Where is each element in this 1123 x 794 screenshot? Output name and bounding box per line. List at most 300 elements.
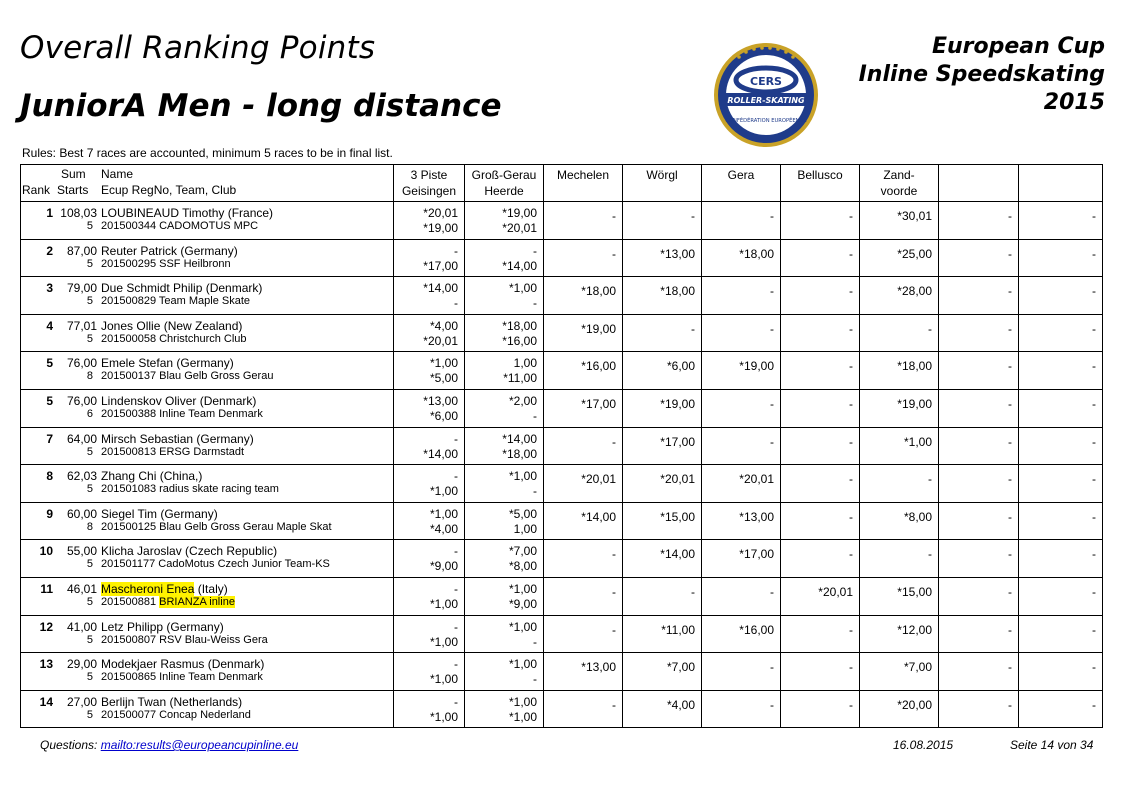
race-points: - <box>1092 321 1096 336</box>
race-points: *19,00 <box>897 396 932 411</box>
race-points: - <box>612 697 616 712</box>
race-points: *20,01 <box>660 472 695 487</box>
race-points-cell <box>394 577 465 615</box>
race-points: *5,00 <box>429 371 458 386</box>
race-points: - <box>770 660 774 675</box>
ranking-body <box>21 202 1103 728</box>
table-row <box>21 389 1103 427</box>
athlete-name: Zhang Chi (China,) <box>101 469 203 484</box>
race-points-cell <box>702 352 781 390</box>
race-points: *19,00 <box>739 359 774 374</box>
race-points-cell <box>860 277 939 315</box>
sum-points: 79,00 <box>66 281 97 296</box>
race-points-cell <box>623 465 702 503</box>
race-points: - <box>612 246 616 261</box>
race-points-cell <box>781 239 860 277</box>
race-points: - <box>1092 697 1096 712</box>
race-points: - <box>1092 584 1096 599</box>
race-points-cell <box>860 690 939 728</box>
race-points-cell <box>394 615 465 653</box>
race-points: *6,00 <box>429 408 458 423</box>
race-points-cell <box>544 202 623 240</box>
athlete-name: Lindenskov Oliver (Denmark) <box>101 393 257 408</box>
category-title: JuniorA Men - long distance <box>20 88 502 124</box>
race-header <box>1019 165 1103 202</box>
sum-points: 76,00 <box>66 356 97 371</box>
race-points: - <box>533 296 537 311</box>
race-points-cell <box>394 690 465 728</box>
table-row <box>21 239 1103 277</box>
race-points-cell <box>860 202 939 240</box>
race-points-cell <box>939 465 1019 503</box>
race-points: - <box>1092 246 1096 261</box>
race-points: *14,00 <box>660 547 695 562</box>
race-points-cell <box>939 577 1019 615</box>
rank: 9 <box>46 506 53 521</box>
race-points: - <box>1092 660 1096 675</box>
table-row <box>21 577 1103 615</box>
race-points-cell <box>465 352 544 390</box>
starts-count: 5 <box>86 595 93 608</box>
rank: 10 <box>39 544 53 559</box>
race-points-cell <box>781 352 860 390</box>
athlete-club: 201500865 Inline Team Denmark <box>101 671 263 684</box>
race-points: - <box>849 359 853 374</box>
race-points: - <box>849 622 853 637</box>
race-points: - <box>1008 509 1012 524</box>
race-points-cell <box>465 314 544 352</box>
race-points-cell <box>939 314 1019 352</box>
table-row <box>21 465 1103 503</box>
race-points: - <box>849 209 853 223</box>
race-points-cell <box>394 427 465 465</box>
race-points: *1,00 <box>508 694 537 709</box>
race-points-cell <box>394 465 465 503</box>
race-points-cell <box>860 352 939 390</box>
race-points-cell <box>860 540 939 578</box>
race-points: *4,00 <box>429 521 458 536</box>
starts-count: 5 <box>86 633 93 646</box>
race-points: *1,00 <box>429 596 458 611</box>
sum-points: 29,00 <box>66 657 97 672</box>
race-points: *18,00 <box>502 318 537 333</box>
header-info-cell <box>21 165 394 202</box>
table-header-row <box>21 165 1103 202</box>
race-points: - <box>849 660 853 675</box>
race-points: *9,00 <box>508 596 537 611</box>
athlete-club: 201500137 Blau Gelb Gross Gerau <box>101 370 274 383</box>
race-header: Zand- voorde <box>860 165 939 202</box>
race-points-cell <box>781 502 860 540</box>
cers-logo <box>711 40 821 150</box>
race-points: - <box>1008 622 1012 637</box>
race-points-cell <box>465 389 544 427</box>
race-points-cell <box>394 502 465 540</box>
race-points: *15,00 <box>897 584 932 599</box>
race-points-cell <box>702 540 781 578</box>
starts-count: 5 <box>86 483 93 496</box>
race-points: - <box>1008 359 1012 374</box>
race-points: *18,00 <box>581 284 616 299</box>
race-points-cell <box>544 615 623 653</box>
race-points-cell <box>1019 389 1103 427</box>
race-points-cell <box>702 577 781 615</box>
race-points-cell <box>544 389 623 427</box>
race-points-cell <box>623 427 702 465</box>
race-points: - <box>454 657 458 672</box>
race-points: - <box>770 434 774 449</box>
race-points-cell <box>781 540 860 578</box>
race-points: *4,00 <box>666 697 695 712</box>
starts-count: 8 <box>86 370 93 383</box>
race-points: - <box>770 284 774 299</box>
race-points-cell <box>939 239 1019 277</box>
race-points: *20,01 <box>423 333 458 348</box>
race-points-cell <box>860 502 939 540</box>
starts-count: 5 <box>86 257 93 270</box>
race-points: - <box>849 321 853 336</box>
rank: 7 <box>46 431 53 446</box>
race-points-cell <box>544 277 623 315</box>
sum-points: 76,00 <box>66 393 97 408</box>
race-points-cell <box>702 427 781 465</box>
race-points-cell <box>1019 239 1103 277</box>
race-points: *13,00 <box>739 509 774 524</box>
race-points: *13,00 <box>581 660 616 675</box>
race-points: *20,01 <box>581 472 616 487</box>
race-points-cell <box>394 540 465 578</box>
race-points: - <box>1008 660 1012 675</box>
race-points: - <box>691 209 695 223</box>
race-points: *20,01 <box>818 584 853 599</box>
table-row <box>21 690 1103 728</box>
race-points: *8,00 <box>508 559 537 574</box>
race-points: - <box>928 472 932 487</box>
race-points: *1,00 <box>508 709 537 724</box>
header-ecup: Ecup RegNo, Team, Club <box>101 183 237 197</box>
results-email-link[interactable]: mailto:results@europeancupinline.eu <box>100 738 299 752</box>
athlete-club: 201500829 Team Maple Skate <box>101 295 251 308</box>
race-points-cell <box>1019 540 1103 578</box>
athlete-name: Jones Ollie (New Zealand) <box>101 318 243 333</box>
race-points-cell <box>1019 577 1103 615</box>
race-points: *1,00 <box>508 657 537 672</box>
table-row <box>21 277 1103 315</box>
athlete-name: Klicha Jaroslav (Czech Republic) <box>101 544 278 559</box>
race-points-cell <box>702 690 781 728</box>
race-points: - <box>612 622 616 637</box>
athlete-club: 201500813 ERSG Darmstadt <box>101 445 245 458</box>
athlete-name: Mascheroni Enea (Italy) <box>101 581 228 596</box>
race-points: - <box>1008 434 1012 449</box>
race-points: *2,00 <box>508 393 537 408</box>
race-points: *5,00 <box>508 506 537 521</box>
race-points: *20,01 <box>739 472 774 487</box>
race-points: - <box>849 697 853 712</box>
race-points: - <box>1092 284 1096 299</box>
race-header: Mechelen <box>544 165 623 202</box>
race-points: - <box>1008 584 1012 599</box>
rank: 4 <box>46 318 53 333</box>
race-points: - <box>849 396 853 411</box>
race-points: - <box>1008 209 1012 223</box>
race-points: - <box>454 469 458 484</box>
rank: 2 <box>46 243 53 258</box>
race-points-cell <box>394 239 465 277</box>
sum-points: 55,00 <box>66 544 97 559</box>
race-points: - <box>612 584 616 599</box>
table-row <box>21 352 1103 390</box>
race-points-cell <box>860 427 939 465</box>
race-points-cell <box>1019 277 1103 315</box>
event-title-line3: 2015 <box>1043 90 1105 115</box>
race-points: *7,00 <box>666 660 695 675</box>
race-points-cell <box>623 389 702 427</box>
race-points: *9,00 <box>429 559 458 574</box>
race-points: - <box>770 321 774 336</box>
footer-date: 16.08.2015 <box>893 738 954 752</box>
race-points: - <box>612 209 616 223</box>
sum-points: 27,00 <box>66 694 97 709</box>
footer-questions <box>40 738 298 752</box>
rank: 5 <box>46 393 53 408</box>
race-points: - <box>1008 284 1012 299</box>
race-points-cell <box>781 389 860 427</box>
race-points: *19,00 <box>502 206 537 220</box>
race-points: *1,00 <box>429 506 458 521</box>
race-points: - <box>1092 359 1096 374</box>
race-points-cell <box>465 202 544 240</box>
race-points-cell <box>781 314 860 352</box>
race-points-cell <box>544 502 623 540</box>
race-points: - <box>1092 209 1096 223</box>
race-points-cell <box>465 690 544 728</box>
race-points-cell <box>702 389 781 427</box>
race-points-cell <box>544 352 623 390</box>
race-points-cell <box>939 352 1019 390</box>
race-points: *1,00 <box>508 281 537 296</box>
race-points-cell <box>394 277 465 315</box>
athlete-info-cell <box>21 540 394 578</box>
athlete-name: Siegel Tim (Germany) <box>101 506 218 521</box>
race-points: - <box>770 209 774 223</box>
race-points: - <box>454 544 458 559</box>
race-points: - <box>454 431 458 446</box>
race-points-cell <box>702 277 781 315</box>
sum-points: 46,01 <box>66 581 97 596</box>
race-points: *14,00 <box>581 509 616 524</box>
race-points-cell <box>623 314 702 352</box>
logo-band-text: ROLLER-SKATING <box>727 96 805 105</box>
race-points: *16,00 <box>502 333 537 348</box>
race-points: - <box>928 547 932 562</box>
race-points: *7,00 <box>508 544 537 559</box>
race-points-cell <box>860 239 939 277</box>
race-points-cell <box>860 314 939 352</box>
race-points: *30,01 <box>897 209 932 223</box>
race-points-cell <box>465 540 544 578</box>
race-points-cell <box>465 577 544 615</box>
race-points-cell <box>939 389 1019 427</box>
race-points: *17,00 <box>660 434 695 449</box>
starts-count: 8 <box>86 520 93 533</box>
rank: 8 <box>46 469 53 484</box>
race-points: - <box>1092 509 1096 524</box>
athlete-name: Mirsch Sebastian (Germany) <box>101 431 254 446</box>
race-points-cell <box>1019 615 1103 653</box>
race-points-cell <box>1019 202 1103 240</box>
race-points-cell <box>465 427 544 465</box>
race-points: - <box>533 408 537 423</box>
race-points: *11,00 <box>661 622 695 637</box>
race-points: *1,00 <box>508 619 537 634</box>
athlete-info-cell <box>21 427 394 465</box>
race-points: *17,00 <box>581 396 616 411</box>
race-points: *28,00 <box>897 284 932 299</box>
athlete-info-cell <box>21 577 394 615</box>
race-header: Bellusco <box>781 165 860 202</box>
race-points: *1,00 <box>429 484 458 499</box>
race-points-cell <box>860 389 939 427</box>
race-points: - <box>1092 434 1096 449</box>
race-points: - <box>770 697 774 712</box>
race-points: *1,00 <box>429 634 458 649</box>
race-points: *17,00 <box>739 547 774 562</box>
race-points-cell <box>623 277 702 315</box>
table-row <box>21 202 1103 240</box>
race-points-cell <box>860 653 939 691</box>
race-points: *14,00 <box>423 446 458 461</box>
race-points-cell <box>781 427 860 465</box>
starts-count: 5 <box>86 671 93 684</box>
race-points-cell <box>465 277 544 315</box>
sum-points: 64,00 <box>66 431 97 446</box>
athlete-info-cell <box>21 277 394 315</box>
race-points: *14,00 <box>423 281 458 296</box>
race-points-cell <box>702 653 781 691</box>
race-points: *1,00 <box>903 434 932 449</box>
table-row <box>21 502 1103 540</box>
rank: 5 <box>46 356 53 371</box>
athlete-name: Reuter Patrick (Germany) <box>101 243 238 258</box>
athlete-info-cell <box>21 615 394 653</box>
starts-count: 5 <box>86 295 93 308</box>
race-points: - <box>849 434 853 449</box>
race-points: *13,00 <box>660 246 695 261</box>
race-points-cell <box>1019 427 1103 465</box>
race-points: *8,00 <box>903 509 932 524</box>
starts-count: 6 <box>86 407 93 420</box>
race-points: *4,00 <box>429 318 458 333</box>
starts-count: 5 <box>86 220 93 232</box>
race-points: - <box>1008 697 1012 712</box>
page-title: Overall Ranking Points <box>20 30 376 66</box>
race-points: - <box>849 472 853 487</box>
athlete-info-cell <box>21 465 394 503</box>
race-points-cell <box>702 465 781 503</box>
race-points-cell <box>781 277 860 315</box>
race-points-cell <box>394 653 465 691</box>
race-points: *1,00 <box>508 469 537 484</box>
race-points-cell <box>939 540 1019 578</box>
race-points-cell <box>544 653 623 691</box>
race-points-cell <box>1019 352 1103 390</box>
race-header <box>939 165 1019 202</box>
race-points-cell <box>1019 502 1103 540</box>
race-points-cell <box>623 239 702 277</box>
table-row <box>21 314 1103 352</box>
race-points-cell <box>623 615 702 653</box>
race-points: *19,00 <box>581 321 616 336</box>
race-points: - <box>849 246 853 261</box>
header-starts: Starts <box>57 183 89 197</box>
header-sum: Sum <box>61 167 86 181</box>
questions-label: Questions: <box>40 738 101 752</box>
race-points-cell <box>939 427 1019 465</box>
race-points-cell <box>623 577 702 615</box>
sum-points: 62,03 <box>66 469 97 484</box>
athlete-club: 201500295 SSF Heilbronn <box>101 257 231 270</box>
race-points: *12,00 <box>897 622 932 637</box>
race-points: *1,00 <box>429 709 458 724</box>
race-points-cell <box>544 690 623 728</box>
rank: 12 <box>39 619 53 634</box>
race-points-cell <box>781 615 860 653</box>
table-row <box>21 615 1103 653</box>
race-points-cell <box>1019 690 1103 728</box>
table-row <box>21 427 1103 465</box>
race-points-cell <box>702 314 781 352</box>
race-points: - <box>533 243 537 258</box>
race-points-cell <box>781 202 860 240</box>
athlete-name: Emele Stefan (Germany) <box>101 356 234 371</box>
athlete-club: 201500125 Blau Gelb Gross Gerau Maple Skat <box>101 520 332 533</box>
race-points: - <box>770 396 774 411</box>
athlete-name: LOUBINEAUD Timothy (France) <box>101 206 274 220</box>
race-points: *1,00 <box>508 581 537 596</box>
sum-points: 60,00 <box>66 506 97 521</box>
race-points-cell <box>860 615 939 653</box>
race-points-cell <box>1019 465 1103 503</box>
ranking-table <box>20 164 1103 728</box>
race-points: - <box>454 296 458 311</box>
race-points-cell <box>939 653 1019 691</box>
race-points-cell <box>702 239 781 277</box>
athlete-club: 201500807 RSV Blau-Weiss Gera <box>101 633 268 646</box>
race-points: - <box>1008 246 1012 261</box>
race-header: Wörgl <box>623 165 702 202</box>
athlete-info-cell <box>21 502 394 540</box>
race-header: 3 Piste Geisingen <box>394 165 465 202</box>
race-points: - <box>1008 547 1012 562</box>
race-points: *19,00 <box>660 396 695 411</box>
athlete-club: 201500881 BRIANZA inline <box>101 595 235 608</box>
race-points: *1,00 <box>429 356 458 371</box>
race-points-cell <box>465 465 544 503</box>
race-points: *16,00 <box>739 622 774 637</box>
rank: 14 <box>39 694 53 709</box>
race-points: - <box>1092 472 1096 487</box>
starts-count: 5 <box>86 332 93 345</box>
starts-count: 5 <box>86 708 93 721</box>
race-points: - <box>533 634 537 649</box>
race-points: - <box>454 694 458 709</box>
header-rank: Rank <box>22 183 51 197</box>
table-row <box>21 653 1103 691</box>
race-points: - <box>1008 321 1012 336</box>
starts-count: 5 <box>86 558 93 571</box>
race-points-cell <box>544 427 623 465</box>
